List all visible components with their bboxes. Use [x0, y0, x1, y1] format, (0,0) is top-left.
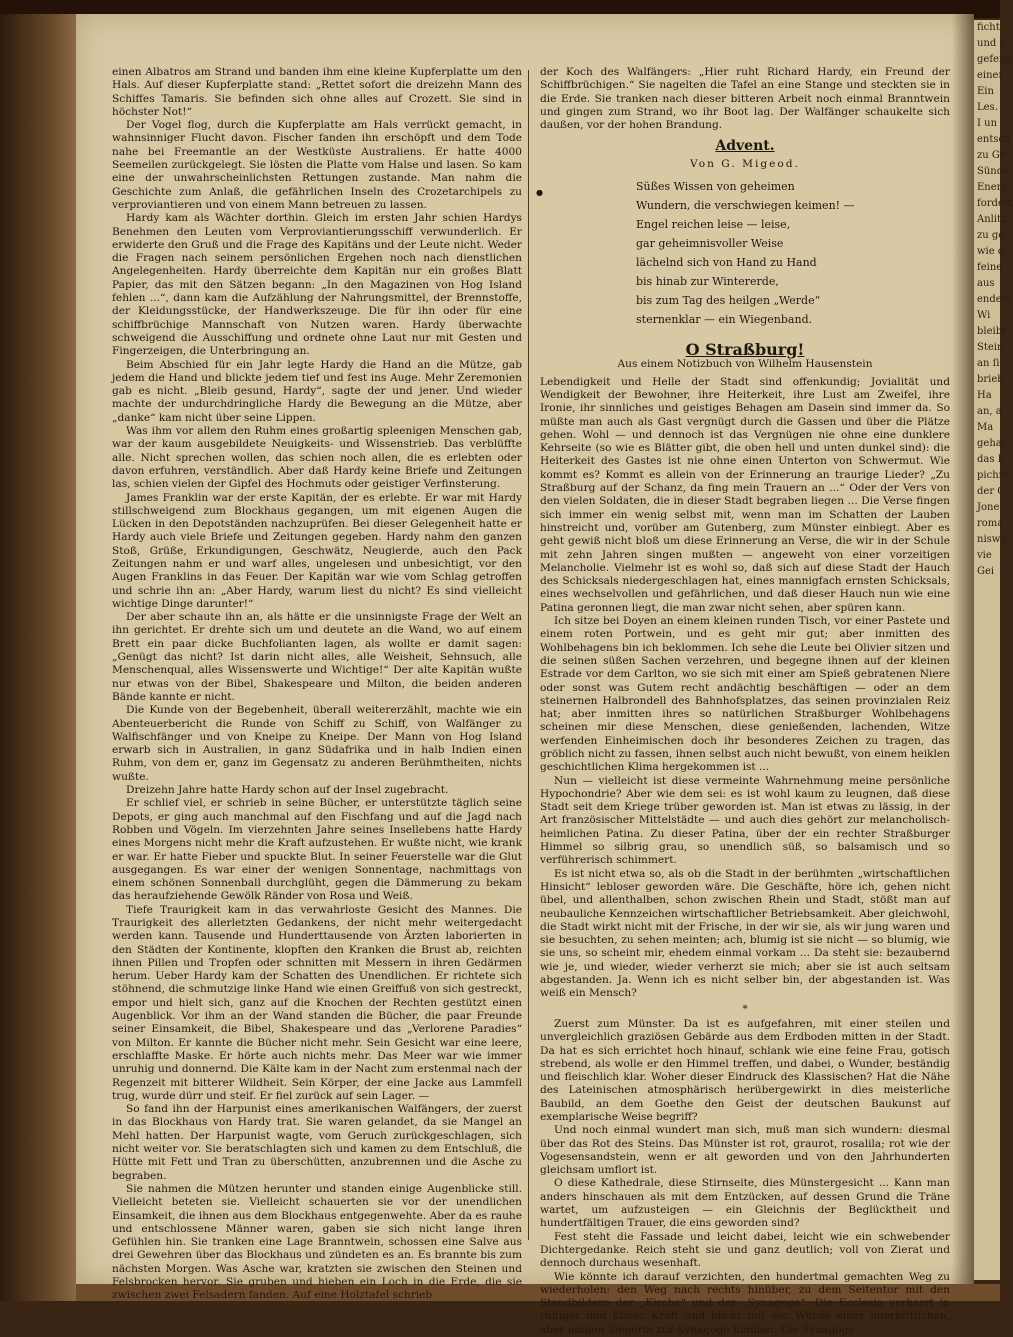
book-spine [0, 14, 76, 1301]
paragraph: Lebendigkeit und Helle der Stadt sind offenkundig; Jovialität und Wendigkeit der Bewohner, ihre Heiterkeit, ihre Lust am Zweifel, ihre Ironie, ihr sinnliches und geistiges Behagen am Dasein sind immer da. So müßte man auch als Gast vergnügt durch die Gassen und über die Plätze gehen. Wohl — und dennoch ist das Vergnügen nie ohne eine dunklere Kehrseite (so wie es Blätter gibt, die oben hell und unten dunkel sind): die Heiterkeit des Gastes ist nie ohne einen Unterton von Schwermut. Wie kommt es? Kommt es allein von der Erinnerung an traurige Lieder? „Zu Straßburg auf der Schanz, da fing mein Trauern an ...“ Oder der Vers von den vielen Soldaten, die in dieser Stadt begraben liegen ... Die Verse fingen sich immer ein wenig selbst mit, wenn man im Schatten der Lauben hinstreicht und, vorüber am Gutenberg, zum Münster einbiegt. Aber es geht gewiß nicht bloß um diese Erinnerung an Verse, die wir in der Schule mit zehn Jahren singen mußten — angeweht von einer vorzeitigen Melancholie. Vielmehr ist es wohl so, daß sich auf diese Stadt der Hauch des Schicksals niedergeschlagen hat, eines mannigfach ernsten Schicksals, eines wechselvollen und gefährlichen, und daß dieser Hauch nun wie eine Patina geronnen liegt, die man zwar nicht sehen, aber spüren kann. [540, 375, 950, 614]
poem-line: sternenklar — ein Wiegenband. [636, 313, 813, 327]
neighbor-fragment: fordert [977, 198, 1013, 209]
neighbor-fragment: bleibt [977, 326, 1007, 337]
neighbor-fragment: zu ge [977, 230, 1005, 241]
paragraph: O diese Kathedrale, diese Stirnseite, dies Münstergesicht ... Kann man anders hinschauen als mit dem Entzücken, auf dessen Grund die Träne wartet, um aufzusteigen — ein Gleichnis der Beglücktheit und hundertfältigen Trauer, die eins geworden sind? [540, 1177, 950, 1230]
section-separator: * [742, 1002, 748, 1015]
paragraph: Nun — vielleicht ist diese vermeinte Wahrnehmung meine persönliche Hypochondrie? Aber wie dem sei: es ist wohl kaum zu leugnen, daß diese Stadt seit dem Kriege trüber geworden ist. Man ist etwas zu lässig, in der Art französischer Mittelstädte — und auch dies gehört zur melancholisch-heimlichen Patina. Zu dieser Patina, über der ein rechter Straßburger Himmel so silbrig grau, so unendlich süß, so balsamisch und so verführerisch schimmert. [540, 774, 950, 867]
paragraph: So fand ihn der Harpunist eines amerikanischen Walfängers, der zuerst in das Blockhaus von Hardy trat. Sie waren gelandet, da sie Mangel an Mehl hatten. Der Harpunist wagte, vom Geruch zurückgeschlagen, sich nicht weiter vor. Sie beratschlagten sich und kamen zu dem Entschluß, die Hütte mit Fett und Tran zu überschütten, anzubrennen und die Asche zu begraben. [112, 1103, 522, 1182]
story-continuation: der Koch des Walfängers: „Hier ruht Richard Hardy, ein Freund der Schiffbrüchigen.“ Sie nagelten die Tafel an eine Stange und steckten sie in die Erde. Sie tranken nach dieser bitteren Arbeit noch einmal Branntwein und gingen zum Strand, wo ihr Boot lag. Der Walfänger schaukelte sich daußen, vor der hohen Brandung. [540, 66, 950, 132]
paragraph: James Franklin war der erste Kapitän, der es erlebte. Er war mit Hardy stillschweigend zum Blockhaus gegangen, um mit eigenen Augen die Lücken in den Depotständen nachzuprüfen. Bei dieser Gelegenheit hatte er Hardy auch viele Briefe und Zeitungen gegeben. Hardy nahm den ganzen Stoß, Grüße, Erkundigungen, Geschwätz, Neugierde, auch den Pack Zeitungen nahm er und warf alles, ungelesen und unbesichtigt, vor den Augen Franklins in das Feuer. Der Kapitän war wie vom Schlag getroffen und schrie ihn an: „Aber Hardy, warum liest du nicht? Es sind vielleicht wichtige Dinge darunter!“ [112, 491, 522, 610]
advent-heading: Advent. [715, 138, 775, 155]
neighbor-fragment: Anlitz [977, 214, 1007, 225]
paragraph: Wie könnte ich darauf verzichten, den hundertmal gemachten Weg zu wiederholen: den Weg nach rechts hinüber, zu dem Seitentor mit den Standbildern der „Kirche“ und der „Synagoge“. Die Ecclesia verharrt in ruhiger und klarer Kraft und blickt mit der Würde einer unerbittlichen, aber noblen Siegerin zur Synagoge hinüber. Die Synagoge [540, 1270, 950, 1336]
neighbor-fragment: aus [977, 278, 995, 289]
paragraph: Zuerst zum Münster. Da ist es aufgefahren, mit einer steilen und unvergleichlich graziösen Gebärde aus dem Erdboden mitten in der Stadt. Da hat es sich errichtet hoch hinauf, schlank wie eine feine Frau, gotisch strebend, als wolle er den Himmel treffen, und dabei, o Wunder, beständig und fleischlich klar. Woher dieser Eindruck des Klassischen? Hat die Nähe des Lateinischen atmosphärisch herübergewirkt in dies meisterliche Baubild, an dem Goethe den Geist der deutschen Baukunst auf exemplarische Weise begriff? [540, 1017, 950, 1123]
paragraph: Was ihm vor allem den Ruhm eines großartig spleenigen Menschen gab, war der kaum ausgebildete Neuigkeits- und Wissenstrieb. Das verblüffte alle. Nicht sprechen wollen, das schien noch allen, die es erlebten oder davon erfuhren, verständlich. Aber daß Hardy keine Briefe und Zeitungen las, schien vielen der Gipfel des Hochmuts oder geistiger Verfinsterung. [112, 425, 522, 491]
neighbor-fragment: zu Ge [977, 150, 1006, 161]
paragraph: Ich sitze bei Doyen an einem kleinen runden Tisch, vor einer Pastete und einem roten Portwein, und es geht mir gut; aber inmitten des Wohlbehagens bin ich beklommen. Ich sehe die Leute bei Olivier sitzen und die seinen süßen Sachen verzehren, und begegne ihnen auf der kleinen Estrade vor dem Carlton, wo sie sich mit einer am Spieß gebratenen Niere oder sonst was Gutem recht andächtig beschäftigen — oder an dem steinernen Halbrondell des Bahnhofsplatzes, das seinen provinzialen Reiz hat; aber inmitten ihres so natürlichen Straßburger Wohlbehagens scheinen mir diese Menschen, diese genießenden, lachenden, Witze werfenden Einheimischen doch ihr besonderes Zeichen zu tragen, das gröblich nicht zu fassen, ihnen selbst auch nicht bewußt, von einem heiklen geschichtlichen Klima hergekommen ist ... [540, 615, 950, 774]
advent-byline: Von G. Migeod. [690, 157, 800, 170]
paragraph: Sie nahmen die Mützen herunter und standen einige Augenblicke still. Vielleicht beteten sie. Vielleicht schauerten sie vor der unendlichen Einsamkeit, die ihnen aus dem Blockhaus entgegenwehte. Aber da es rauhe und entschlossene Männer waren, gaben sie sich nicht lange ihren Gefühlen hin. Sie tranken eine Lage Branntwein, schossen eine Salve aus drei Gewehren über das Blockhaus und zündeten es an. Es brannte bis zum nächsten Morgen. Was Asche war, kratzten sie zwischen den Steinen und Felsbrocken hervor. Sie gruben und hieben ein Loch in die Erde, die sie zwischen zwei Felsadern fanden. Auf eine Holztafel schrieb [112, 1182, 522, 1302]
neighbor-fragment: brieb [977, 374, 1004, 385]
neighbor-fragment: Stein [977, 342, 1004, 353]
paragraph: Es ist nicht etwa so, als ob die Stadt in der berühmten „wirtschaftlichen Hinsicht“ lebloser geworden wäre. Die Geschäfte, höre ich, gehen nicht übel, und allenthalben, schon zwischen Rhein und Stadt, stößt man auf neubauliche Kennzeichen wirtschaftlicher Betriebsamkeit. Aber gleichwohl, die Stadt wirkt nicht mit der Frische, in der wir sie, als wir jung waren und sie besuchten, zu sehen meinten; ach, blumig ist sie nicht — so blumig, wie sie uns, so scheint mir, ehedem einmal vorkam ... Da steht sie: bezaubernd wie je, und wieder, wieder verherzt sie mich; aber sie ist auch seltsam abgestanden. Ja. Wenn ich es nicht selber bin, der abgestanden ist. Was weiß ein Mensch? [540, 867, 950, 1000]
poem-line: gar geheimnisvoller Weise [636, 237, 784, 251]
paragraph: Er schlief viel, er schrieb in seine Bücher, er unterstützte täglich seine Depots, er ging auch manchmal auf den Fischfang und auf die Jagd nach Robben und Vögeln. Im vierzehnten Jahre seines Insellebens hatte Hardy eines Morgens nicht mehr die Kraft aufzustehen. Er wußte nicht, wie krank er war. Er hatte Fieber und spuckte Blut. In seiner Feuerstelle war die Glut ausgegangen. Es war einer der wenigen Sonnentage, nachmittags von einem schönen Sonnenball durchglüht, gegen die Dämmerung zu bekam das heraufziehende Gewölk Ränder von Rosa und Weiß. [112, 797, 522, 903]
strassburg-subtitle: Aus einem Notizbuch von Wilhelm Hausenstein [617, 358, 873, 371]
neighbor-fragment: gefeigt [977, 54, 1013, 65]
neighbor-fragment: ficht [977, 22, 1000, 33]
strassburg-heading: O Straßburg! [685, 340, 805, 360]
neighbor-fragment: roma [977, 518, 1004, 529]
neighbor-fragment: gehal [977, 438, 1005, 449]
neighbor-fragment: endete [977, 294, 1012, 305]
neighbor-fragment: Sünde [977, 166, 1010, 177]
neighbor-page-strip [974, 20, 1013, 1280]
paragraph: Fest steht die Fassade und leicht dabei, leicht wie ein schwebender Dichtergedanke. Reich steht sie und ganz deutlich; voll von Zierat und dennoch durchaus wesenhaft. [540, 1230, 950, 1270]
neighbor-fragment: und n [977, 38, 1006, 49]
advent-poem [636, 177, 950, 329]
neighbor-fragment: an, a [977, 406, 1002, 417]
paragraph: Tiefe Traurigkeit kam in das verwahrloste Gesicht des Mannes. Die Traurigkeit des allerletzten Gedankens, der nicht mehr weitergedacht werden kann. Tausende und Hunderttausende von Ärzten laborierten in den Städten der Kontinente, klopften den Kranken die Brust ab, reichten ihnen Pillen und Tropfen oder schnitten mit Messern in ihren Gedärmen herum. Ueber Hardy kam der Schatten des Unendlichen. Er richtete sich stöhnend, die schmutzige linke Hand wie einen Greiffuß von sich gestreckt, empor und hielt sich, ganz auf die Knochen der Rechten gestützt einen Augenblick. Vor ihm an der Wand standen die Bücher, die paar Freunde seiner Einsamkeit, die Bibel, Shakespeare und das „Verlorene Paradies“ von Milton. Er kannte die Bücher nicht mehr. Sein Gesicht war eine leere, erschlaffte Maske. Er hörte auch nichts mehr. Das Meer war wie immer unruhig und donnernd. Die Kälte kam in der Nacht zum erstenmal nach der Regenzeit mit bitterer Wildheit. Sein Körper, der eine Jacke aus Lammfell trug, wurde dürr und steif. Er fiel zurück auf sein Lager. — [112, 903, 522, 1102]
neighbor-fragment: pichm [977, 470, 1009, 481]
paragraph: einen Albatros am Strand und banden ihm eine kleine Kupferplatte um den Hals. Auf dieser Kupferplatte stand: „Rettet sofort die dreizehn Mann des Schiffes Tamaris. Sie befinden sich ohne alles auf Crozett. Sie sind in höchster Not!“ [112, 66, 522, 118]
neighbor-fragment: an ſi [977, 358, 1000, 369]
neighbor-fragment: vie [977, 550, 992, 561]
neighbor-fragment: Jone [977, 502, 1000, 513]
neighbor-fragment: Les. [977, 102, 998, 113]
paragraph: Die Kunde von der Begebenheit, überall weitererzählt, machte wie ein Abenteuerbericht die Runde von Schiff zu Schiff, von Walfänger zu Walfischfänger und von Kneipe zu Kneipe. Der Mann von Hog Island erwarb sich in Australien, in ganz Südafrika und in halb Indien einen Ruhm, von dem er, ganz im Gegensatz zu anderen Berühmtheiten, nichts wußte. [112, 704, 522, 783]
neighbor-fragment: Ha [977, 390, 992, 401]
left-column [112, 66, 522, 1303]
neighbor-fragment: Wi [977, 310, 991, 321]
neighbor-fragment: entsch [977, 134, 1011, 145]
column-divider [528, 70, 529, 1240]
paragraph: Und noch einmal wundert man sich, muß man sich wundern: diesmal über das Rot des Steins. Das Münster ist rot, graurot, rosalila; rot wie der Vogesensandstein, wenn er alt geworden und von den Jahrhunderten gleichsam umflort ist. [540, 1124, 950, 1177]
neighbor-fragment: Gei [977, 566, 995, 577]
neighbor-fragment: Energ [977, 182, 1008, 193]
neighbor-fragment: I un [977, 118, 998, 129]
poem-line: Wundern, die verschwiegen keimen! — [636, 199, 855, 213]
neighbor-fragment: der C [977, 486, 1005, 497]
neighbor-fragment: niswo [977, 534, 1007, 545]
poem-line: lächelnd sich von Hand zu Hand [636, 256, 817, 270]
poem-line: Süßes Wissen von geheimen [636, 180, 795, 194]
paragraph: Hardy kam als Wächter dorthin. Gleich im ersten Jahr schien Hardys Benehmen den Leuten vom Verproviantierungsschiff verwunderlich. Er erwiderte den Gruß und die Frage des Kapitäns und der Leute nicht. Weder die Fragen nach seinem persönlichen Ergehen noch nach dienstlichen Angelegenheiten. Hardy überreichte dem Kapitän nur ein großes Blatt Papier, das mit den Sätzen begann: „In den Magazinen von Hog Island fehlen ...“, dann kam die Aufzählung der Nahrungsmittel, der Brennstoffe, der Kleidungsstücke, der Handwerkszeuge. Die für ihn oder für eine schiffbrüchige Mannschaft von Nutzen waren. Hardy überwachte schweigend die Ausschiffung und ordnete ohne Laut nur mit Gesten und Fingerzeigen, die Unterbringung an. [112, 212, 522, 358]
poem-line: bis zum Tag des heilgen „Werde“ [636, 294, 821, 308]
neighbor-fragment: einer [977, 70, 1004, 81]
right-column [540, 66, 950, 1337]
neighbor-fragment: das F [977, 454, 1005, 465]
gutter-shadow [952, 14, 974, 1284]
bullet-mark: ● [536, 188, 543, 197]
poem-line: bis hinab zur Wintererde, [636, 275, 779, 289]
paragraph: Der aber schaute ihn an, als hätte er die unsinnigste Frage der Welt an ihn gerichtet. Er drehte sich um und deutete an die Wand, wo auf einem Brett ein paar dicke Buchfolianten lagen, als wollte er damit sagen: „Genügt das nicht? Ist darin nicht alles, alle Weisheit, Sehnsuch, alle Menschenqual, alles Wissenswerte und Wichtige!“ Der alte Kapitän wußte nur etwas von der Bibel, Shakespeare und Milton, die beiden anderen Bände kannte er nicht. [112, 611, 522, 703]
neighbor-fragment: feine [977, 262, 1003, 273]
poem-line: Engel reichen leise — leise, [636, 218, 791, 232]
neighbor-fragment: Ein [977, 86, 994, 97]
paragraph: Dreizehn Jahre hatte Hardy schon auf der Insel zugebracht. [126, 784, 449, 797]
paragraph: Der Vogel flog, durch die Kupferplatte am Hals verrückt gemacht, in wahnsinniger Flucht davon. Fischer fanden ihn erschöpft und dem Tode nahe bei Freemantle an der Westküste Australiens. Er hatte 4000 Seemeilen zurückgelegt. Sie lösten die Platte vom Halse und lasen. So kam eine der unwahrscheinlichsten Rettungen zustande. Man nahm die Geschichte zum Anlaß, die gefährlichen Inseln des Crozetarchipels zu verproviantieren und von einem Mann betreuen zu lassen. [112, 119, 522, 211]
neighbor-fragment: Ma [977, 422, 994, 433]
neighbor-fragment: wie d [977, 246, 1005, 257]
paragraph: Beim Abschied für ein Jahr legte Hardy die Hand an die Mütze, gab jedem die Hand und blickte jedem tief und fest ins Auge. Mehr Zeremonien gab es nicht. „Bleib gesund, Hardy“, sagte der und jener. Und wieder machte der undurchdringliche Hardy die Bewegung an die Mütze, aber „danke“ kam nicht über seine Lippen. [112, 358, 522, 424]
